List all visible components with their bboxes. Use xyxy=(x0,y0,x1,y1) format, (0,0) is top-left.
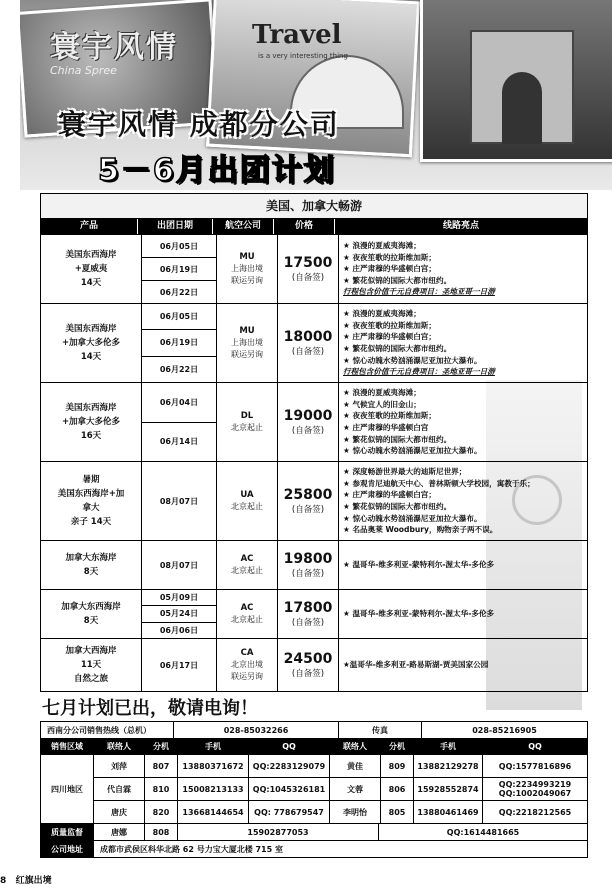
header-date: 出团日期 xyxy=(138,219,213,234)
contact-ext-2: 806 xyxy=(381,778,414,800)
highlight-item: ★ 繁花似锦的国际大都市纽约。 xyxy=(343,502,452,511)
airline-code: MU xyxy=(239,326,255,336)
departure-dates xyxy=(142,383,217,461)
contact-ext-2: 805 xyxy=(381,801,414,823)
price xyxy=(278,304,339,382)
fax-number: 028-85216905 xyxy=(472,725,537,735)
price-note: (自备签) xyxy=(291,347,325,357)
departure-dates xyxy=(142,590,217,638)
product-line: 8天 xyxy=(83,567,99,577)
product-line: 拿大 xyxy=(82,503,100,513)
price-note: (自备签) xyxy=(291,273,325,283)
airline xyxy=(217,304,278,382)
header-ext-2: 分机 xyxy=(381,739,414,754)
departure-date: 06月19日 xyxy=(142,258,216,281)
header-airline: 航空公司 xyxy=(213,219,274,234)
highlight-item: ★ 深度畅游世界最大的迪斯尼世界； xyxy=(343,467,467,477)
contact-name: 刘萍 xyxy=(94,755,145,777)
contact-ext: 807 xyxy=(145,755,178,777)
product-name xyxy=(41,541,142,589)
product-line: 美国东西海岸 xyxy=(65,403,117,413)
qc-qq: QQ:1614481665 xyxy=(446,827,520,837)
contact-name: 唐庆 xyxy=(94,801,145,823)
product-line: 14天 xyxy=(80,352,102,362)
departure-date: 05月09日 xyxy=(142,590,216,606)
departure-dates xyxy=(142,235,217,303)
highlight-item: ★ 气候宜人的旧金山； xyxy=(343,399,421,409)
contact-qq: QQ: 778679547 xyxy=(249,801,330,823)
fax-label: 传真 xyxy=(339,722,422,738)
airline-note: 北京起止 xyxy=(231,423,263,432)
table-row xyxy=(41,461,587,540)
table-row xyxy=(41,540,587,589)
product-line: 加拿大西海岸 xyxy=(65,646,117,656)
airline-note: 联运另询 xyxy=(231,276,263,285)
magazine-title: Travel xyxy=(252,20,342,50)
product-line: 美国东西海岸+加 xyxy=(57,489,125,499)
route-highlights xyxy=(339,383,587,461)
tour-table xyxy=(40,193,588,692)
product-name xyxy=(41,235,142,303)
contact-qq-2: QQ:2218212565 xyxy=(498,807,572,817)
footer xyxy=(0,873,52,886)
price xyxy=(278,235,339,303)
contact-qq-2: QQ:2234993219 QQ:1002049067 xyxy=(498,780,572,798)
departure-date: 06月17日 xyxy=(159,660,199,670)
table-row xyxy=(41,589,587,638)
contact-mobile[interactable]: 13668144654 xyxy=(178,801,249,823)
product-line: 16天 xyxy=(80,431,102,441)
qc-row xyxy=(41,823,587,840)
departure-date: 06月05日 xyxy=(142,235,216,258)
highlight-item: ★ 温哥华-维多利亚-蒙特利尔-渥太华-多伦多 xyxy=(343,609,495,619)
hotline-row xyxy=(41,722,587,738)
highlight-item: ★ 浪漫的夏威夷海滩； xyxy=(343,241,421,251)
airline xyxy=(217,383,278,461)
route-highlights xyxy=(339,462,587,540)
contact-people xyxy=(94,755,587,823)
contact-mobile-2[interactable]: 13882129278 xyxy=(414,755,483,777)
contact-name-2: 黄佳 xyxy=(330,755,381,777)
header-mobile: 手机 xyxy=(178,739,249,754)
departure-date: 06月05日 xyxy=(142,304,216,330)
page-number: 8 xyxy=(0,876,7,886)
route-highlights xyxy=(339,235,587,303)
airline-note: 上海出境 xyxy=(231,264,263,273)
highlight-item: ★ 夜夜笙歌的拉斯维加斯； xyxy=(343,411,436,421)
departure-dates xyxy=(142,639,217,691)
table-row xyxy=(41,303,587,382)
header-mobile-2: 手机 xyxy=(414,739,483,754)
airline xyxy=(217,541,278,589)
table-body xyxy=(41,234,587,691)
table-row xyxy=(41,234,587,303)
price xyxy=(278,383,339,461)
highlight-item: ★ 参观肯尼迪航天中心、普林斯顿大学校园，寓教于乐； xyxy=(343,478,535,488)
route-highlights xyxy=(339,590,587,638)
departure-date: 08月07日 xyxy=(159,560,199,570)
highlight-item: ★ 夜夜笙歌的拉斯维加斯； xyxy=(343,252,436,262)
header-contact-2: 联络人 xyxy=(330,739,381,754)
address-label: 公司地址 xyxy=(41,841,94,857)
product-line: +夏威夷 xyxy=(74,264,108,274)
product-line: 亲子 14天 xyxy=(70,517,112,527)
contact-row xyxy=(94,755,587,777)
header-region: 销售区域 xyxy=(41,739,94,754)
price-note: (自备签) xyxy=(291,505,325,515)
contact-ext: 820 xyxy=(145,801,178,823)
contact-ext-2: 809 xyxy=(381,755,414,777)
contact-table xyxy=(40,721,588,858)
contact-qq: QQ:1045326181 xyxy=(249,778,330,800)
contact-row xyxy=(94,800,587,823)
address-text: 成都市武侯区科华北路 62 号力宝大厦北楼 715 室 xyxy=(100,844,283,854)
highlight-note: 行程包含价值千元自费项目：圣地亚哥一日游 xyxy=(343,287,495,297)
highlight-item: ★温哥华-维多利亚-路易斯湖-贾美国家公园 xyxy=(343,660,489,670)
product-line: 美国东西海岸 xyxy=(65,250,117,260)
price-value: 24500 xyxy=(283,651,333,667)
july-notice: 七月计划已出，敬请电询！ xyxy=(42,698,258,719)
highlight-item: ★ 繁花似锦的国际大都市纽约。 xyxy=(343,275,452,285)
product-line: 美国东西海岸 xyxy=(65,324,117,334)
airline-note: 北京起止 xyxy=(231,502,263,511)
region-sichuan: 四川地区 xyxy=(41,755,94,823)
price-note: (自备签) xyxy=(291,618,325,628)
contact-row xyxy=(94,777,587,800)
table-row xyxy=(41,638,587,691)
hotline-number[interactable]: 028-85032266 xyxy=(174,722,339,738)
price-note: (自备签) xyxy=(291,669,325,679)
product-line: +加拿大多伦多 xyxy=(61,338,121,348)
product-name xyxy=(41,304,142,382)
product-name xyxy=(41,383,142,461)
table-header xyxy=(41,219,587,234)
airline-code: UA xyxy=(240,490,254,500)
departure-date: 08月07日 xyxy=(159,496,199,506)
departure-date: 06月19日 xyxy=(142,330,216,356)
price xyxy=(278,590,339,638)
product-name xyxy=(41,462,142,540)
highlight-item: ★ 温哥华-维多利亚-蒙特利尔-渥太华-多伦多 xyxy=(343,560,495,570)
hotline-label: 西南分公司销售热线（总机） xyxy=(41,722,174,738)
address-row xyxy=(41,840,587,857)
contact-name-2: 文蓉 xyxy=(330,778,381,800)
highlight-item: ★ 庄严肃穆的华盛顿白宫； xyxy=(343,264,436,274)
product-name xyxy=(41,590,142,638)
contact-name-2: 李明怡 xyxy=(330,801,381,823)
contact-mobile-2[interactable]: 15928552874 xyxy=(414,778,483,800)
airline-note: 联运另询 xyxy=(231,672,263,681)
region-title: 美国、加拿大畅游 xyxy=(41,194,587,219)
header-contact: 联络人 xyxy=(94,739,145,754)
price xyxy=(278,462,339,540)
contact-ext: 810 xyxy=(145,778,178,800)
header-price: 价格 xyxy=(274,219,335,234)
hero-banner xyxy=(20,0,612,190)
contact-name: 代自霖 xyxy=(94,778,145,800)
brand-logo: 寰宇风情 xyxy=(50,30,178,65)
plan-title: 5－6月出团计划 xyxy=(98,153,336,188)
product-line: 14天 xyxy=(80,278,102,288)
price xyxy=(278,541,339,589)
qc-name: 唐娜 xyxy=(94,824,145,840)
highlight-item: ★ 庄严肃穆的华盛顿白宫 xyxy=(343,423,429,432)
price-note: (自备签) xyxy=(291,569,325,579)
airline xyxy=(217,235,278,303)
airline-code: DL xyxy=(240,411,254,421)
price-note: (自备签) xyxy=(291,426,325,436)
product-line: 8天 xyxy=(83,616,99,626)
highlight-item: ★ 繁花似锦的国际大都市纽约。 xyxy=(343,434,452,444)
departure-date: 06月22日 xyxy=(159,364,199,374)
price-value: 19000 xyxy=(283,408,333,424)
airline-note: 北京起止 xyxy=(231,615,263,624)
departure-date: 05月24日 xyxy=(142,606,216,622)
departure-dates xyxy=(142,541,217,589)
price xyxy=(278,639,339,691)
product-line: 加拿大东西海岸 xyxy=(61,602,121,612)
highlight-item: ★ 惊心动魄水势汹涌瀑尼亚加拉大瀑布。 xyxy=(343,513,482,523)
highlight-item: ★ 名品奥莱 Woodbury，购物亲子两不误。 xyxy=(343,525,498,535)
departure-dates xyxy=(142,304,217,382)
departure-date: 06月14日 xyxy=(159,437,199,447)
contact-qq: QQ:2283129079 xyxy=(249,755,330,777)
departure-dates xyxy=(142,462,217,540)
product-line: 自然之旅 xyxy=(73,674,108,684)
contact-mobile[interactable]: 15008213133 xyxy=(178,778,249,800)
route-highlights xyxy=(339,639,587,691)
table-row xyxy=(41,382,587,461)
contact-mobile[interactable]: 13880371672 xyxy=(178,755,249,777)
sichuan-section xyxy=(41,754,587,823)
qc-label: 质量监督 xyxy=(41,824,94,840)
contact-qq-2: QQ:1577816896 xyxy=(498,761,572,771)
product-line: 11天 xyxy=(80,660,102,670)
airline-code: CA xyxy=(240,648,254,658)
highlight-item: ★ 浪漫的夏威夷海滩； xyxy=(343,388,421,398)
contact-header xyxy=(41,738,587,754)
highlight-item: ★ 庄严肃穆的华盛顿白宫； xyxy=(343,332,436,342)
airline-note: 北京出境 xyxy=(231,660,263,669)
header-ext: 分机 xyxy=(145,739,178,754)
arch-illustration xyxy=(470,30,574,144)
product-name xyxy=(41,639,142,691)
highlight-item: ★ 庄严肃穆的华盛顿白宫； xyxy=(343,490,436,500)
qc-ext: 808 xyxy=(145,824,178,840)
airline xyxy=(217,462,278,540)
airline-code: MU xyxy=(239,252,255,262)
airline-code: AC xyxy=(240,554,254,564)
price-value: 17500 xyxy=(283,255,333,271)
price-value: 19800 xyxy=(283,551,333,567)
price-value: 17800 xyxy=(283,600,333,616)
product-line: 加拿大东海岸 xyxy=(65,553,117,563)
highlight-item: ★ 浪漫的夏威夷海滩； xyxy=(343,309,421,319)
brand-logo-en: China Spree xyxy=(50,64,117,77)
header-highlights: 线路亮点 xyxy=(442,221,479,231)
highlight-item: ★ 夜夜笙歌的拉斯维加斯； xyxy=(343,320,436,330)
highlight-note: 行程包含价值千元自费项目：圣地亚哥一日游 xyxy=(343,367,495,377)
departure-date: 06月06日 xyxy=(159,625,199,635)
departure-date: 06月04日 xyxy=(142,383,216,423)
highlight-item: ★ 惊心动魄水势汹涌瀑尼亚加拉大瀑布。 xyxy=(343,446,482,456)
header-qq: QQ xyxy=(249,739,330,754)
company-name: 寰宇风情 成都分公司 xyxy=(58,108,340,141)
price-value: 18000 xyxy=(283,329,333,345)
route-highlights xyxy=(339,304,587,382)
airline-note: 北京起止 xyxy=(231,566,263,575)
price-value: 25800 xyxy=(283,487,333,503)
highlight-item: ★ 惊心动魄水势汹涌瀑尼亚加拉大瀑布。 xyxy=(343,355,482,365)
header-product: 产品 xyxy=(41,219,138,234)
route-highlights xyxy=(339,541,587,589)
footer-brand: 红旗出境 xyxy=(15,876,52,886)
product-line: +加拿大多伦多 xyxy=(61,417,121,427)
qc-mobile[interactable]: 15902877053 xyxy=(178,824,379,840)
airline-note: 联运另询 xyxy=(231,350,263,359)
airline-code: AC xyxy=(240,603,254,613)
magazine-subtitle: is a very interesting thing xyxy=(258,52,348,60)
departure-date: 06月22日 xyxy=(159,287,199,297)
airline xyxy=(217,639,278,691)
airline xyxy=(217,590,278,638)
product-line: 暑期 xyxy=(82,475,100,485)
highlight-item: ★ 繁花似锦的国际大都市纽约。 xyxy=(343,344,452,353)
airline-note: 上海出境 xyxy=(231,338,263,347)
contact-mobile-2[interactable]: 13880461469 xyxy=(414,801,483,823)
header-qq-2: QQ xyxy=(528,742,542,751)
